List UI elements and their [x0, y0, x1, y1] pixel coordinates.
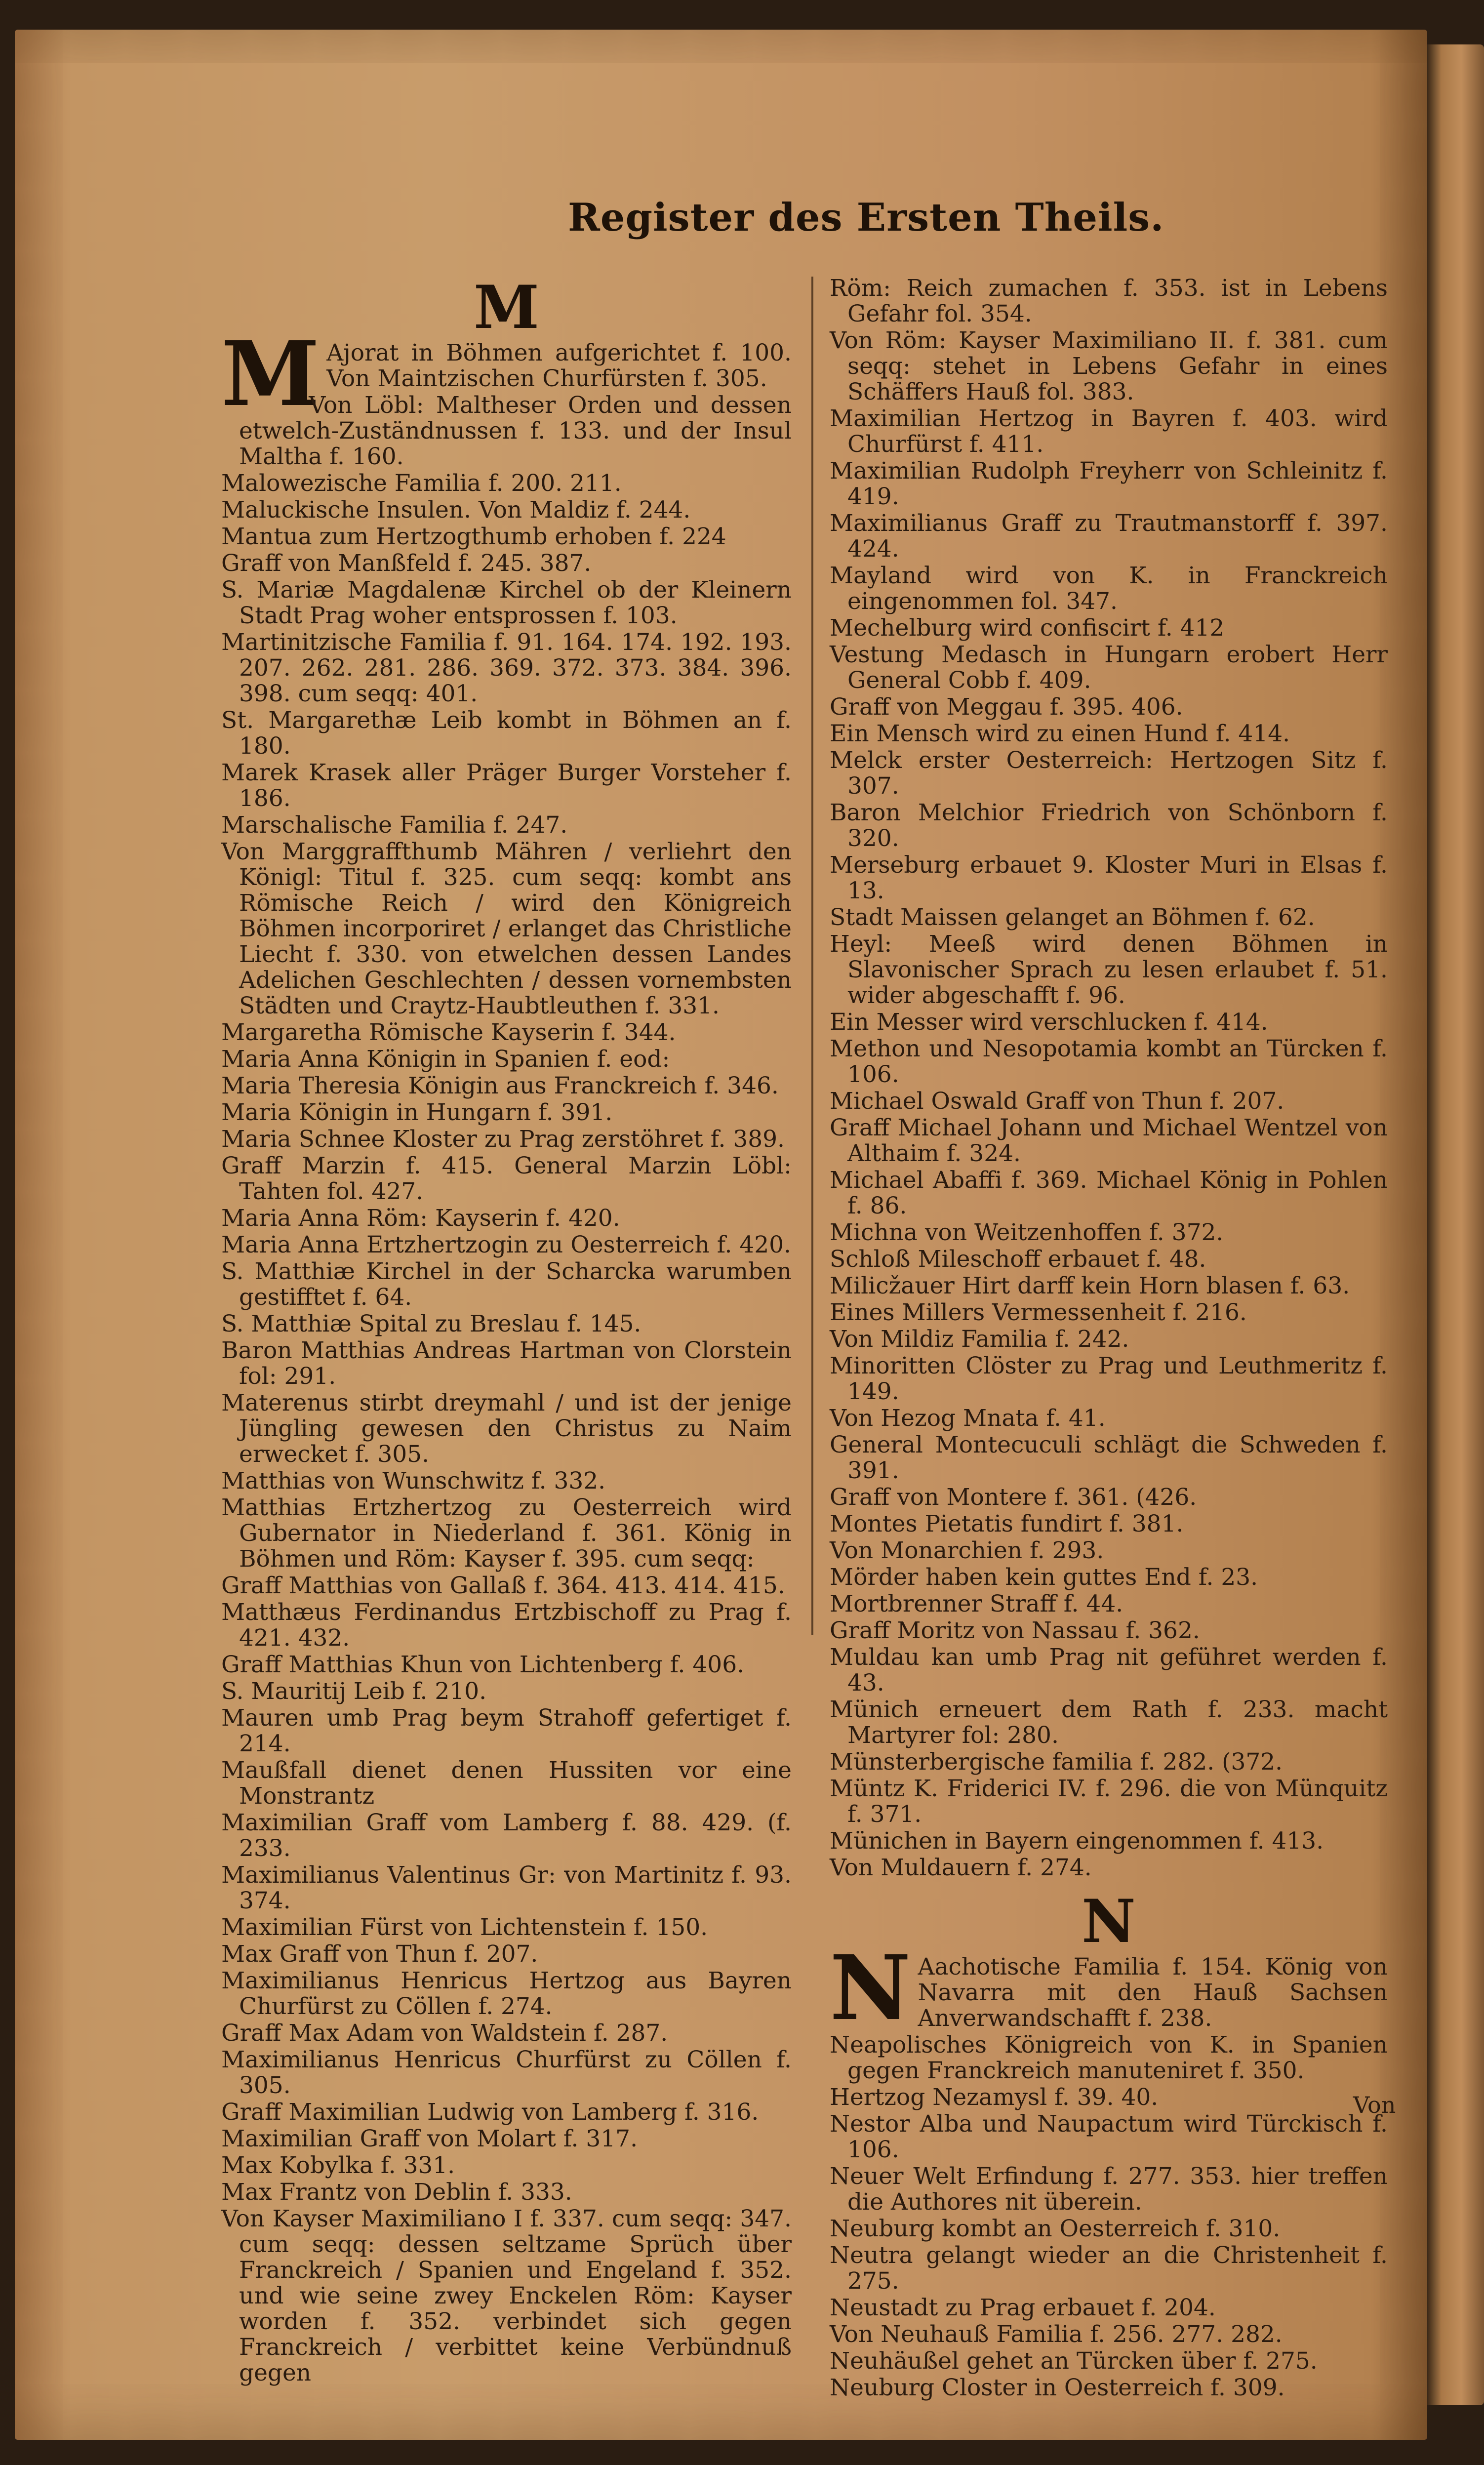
index-entry [221, 1705, 792, 1757]
index-entry [221, 524, 792, 550]
index-entry [830, 2032, 1388, 2084]
index-entry [221, 812, 792, 838]
index-entry [830, 1220, 1388, 1246]
index-entry [221, 1652, 792, 1678]
index-entry [830, 1353, 1388, 1405]
index-entry [830, 2348, 1388, 2374]
entry-text: Von Röm: Kayser Maximiliano II. f. 381. cum seqq: stehet in Lebens Gefahr in eines Schäffers Hauß fol. 383. [830, 327, 1388, 405]
index-entry [830, 694, 1388, 720]
entry-text: Materenus stirbt dreymahl / und ist der jenige Jüngling gewesen den Christus zu Naim erwecket f. 305. [221, 1389, 792, 1468]
index-entry [221, 2047, 792, 2099]
entry-text: Maußfall dienet denen Hussiten vor eine Monstrantz [221, 1757, 792, 1810]
index-entry [830, 1936, 1388, 2040]
index-entry [221, 1153, 792, 1205]
entry-text: Neapolisches Königreich von K. in Spanien gegen Franckreich manuteniret f. 350. [830, 2031, 1388, 2084]
index-entry [221, 1259, 792, 1310]
entry-text: Mayland wird von K. in Franckreich eingenommen fol. 347. [830, 562, 1388, 615]
drop-cap: M [221, 322, 320, 426]
index-entry [830, 1327, 1388, 1352]
entry-text: Neuburg kombt an Oesterreich f. 310. [830, 2215, 1281, 2242]
index-entry [221, 1758, 792, 1809]
entry-text: Von Neuhauß Familia f. 256. 277. 282. [830, 2321, 1283, 2348]
entry-text: Neuburg Closter in Oesterreich f. 309. [830, 2374, 1285, 2401]
right-entries [830, 276, 1388, 1881]
index-entry [830, 276, 1388, 327]
index-entry [830, 1300, 1388, 1326]
index-entry [221, 1311, 792, 1337]
index-entry [830, 1618, 1388, 1644]
entry-text: Ein Messer wird verschlucken f. 414. [830, 1009, 1268, 1036]
index-entry [830, 1591, 1388, 1617]
index-entry [221, 1338, 792, 1389]
entry-text: Münichen in Bayern eingenommen f. 413. [830, 1827, 1324, 1855]
entry-text: Maria Königin in Hungarn f. 391. [221, 1099, 613, 1126]
entry-text: Maria Schnee Kloster zu Prag zerstöhret f. 389. [221, 1126, 785, 1153]
index-entry [221, 839, 792, 1019]
index-entry [830, 721, 1388, 747]
entry-text: Matthias Ertzhertzog zu Oesterreich wird Gubernator in Niederland f. 361. König in Böhmen und Röm: Kayser f. 395. cum seqq: [221, 1494, 792, 1573]
index-entry [830, 1406, 1388, 1431]
index-entry [221, 497, 792, 523]
index-entry [221, 1206, 792, 1231]
drop-cap: N [830, 1936, 911, 2040]
index-entry [221, 2126, 792, 2152]
right-column [830, 276, 1388, 2402]
index-entry [221, 1495, 792, 1572]
index-entry [221, 1127, 792, 1152]
entry-text: Malowezische Familia f. 200. 211. [221, 470, 622, 497]
index-entry [221, 2100, 792, 2125]
entry-text: Maximilianus Henricus Churfürst zu Cöllen f. 305. [221, 2046, 792, 2099]
index-entry [830, 2085, 1388, 2110]
entry-text: Baron Melchior Friedrich von Schönborn f. 320. [830, 799, 1388, 852]
entry-text: Martinitzische Familia f. 91. 164. 174. 192. 193. 207. 262. 281. 286. 369. 372. 373. 384. 396. 398. cum seqq: 401. [221, 629, 792, 707]
index-entry [830, 800, 1388, 851]
index-entry [221, 1232, 792, 1258]
index-entry [830, 2243, 1388, 2294]
index-entry [830, 1828, 1388, 1854]
entry-text: Münich erneuert dem Rath f. 233. macht Martyrer fol: 280. [830, 1696, 1388, 1749]
right-n-entries [830, 1936, 1388, 2401]
entry-text: Graff Matthias Khun von Lichtenberg f. 406. [221, 1651, 745, 1678]
index-entry [830, 1010, 1388, 1035]
index-entry [221, 471, 792, 496]
entry-text: Melck erster Oesterreich: Hertzogen Sitz f. 307. [830, 747, 1388, 800]
entry-text: Ajorat in Böhmen aufgerichtet f. 100. Von Maintzischen Churfürsten f. 305. [326, 339, 792, 392]
entry-text: Mechelburg wird confiscirt f. 412 [830, 614, 1225, 642]
index-entry [830, 615, 1388, 641]
entry-text: Neutra gelangt wieder an die Christenheit f. 275. [830, 2242, 1388, 2295]
entry-text: Max Graff von Thun f. 207. [221, 1940, 538, 1968]
entry-text: Müntz K. Friderici IV. f. 296. die von Münquitz f. 371. [830, 1775, 1388, 1828]
entry-text: Margaretha Römische Kayserin f. 344. [221, 1019, 676, 1046]
index-entry [830, 2295, 1388, 2321]
index-entry [830, 1432, 1388, 1484]
entry-text: Graff von Montere f. 361. (426. [830, 1484, 1197, 1511]
entry-text: Max Kobylka f. 331. [221, 2152, 455, 2179]
entry-text: Graff Max Adam von Waldstein f. 287. [221, 2020, 668, 2047]
index-entry [830, 642, 1388, 693]
entry-text: Mauren umb Prag beym Strahoff gefertiget f. 214. [221, 1704, 792, 1757]
entry-text: Stadt Maissen gelanget an Böhmen f. 62. [830, 904, 1315, 931]
index-entry [221, 2153, 792, 2179]
entry-text: Graff von Manßfeld f. 245. 387. [221, 550, 592, 577]
catchword: Von [1353, 2092, 1396, 2118]
entry-text: Matthias von Wunschwitz f. 332. [221, 1467, 606, 1495]
entry-text: Vestung Medasch in Hungarn erobert Herr General Cobb f. 409. [830, 641, 1388, 694]
index-entry [830, 1036, 1388, 1088]
entry-text: Aachotische Familia f. 154. König von Navarra mit den Hauß Sachsen Anverwandschafft f. 238. [918, 1953, 1388, 2032]
entry-text: Von Muldauern f. 274. [830, 1854, 1092, 1881]
entry-text: Graff Marzin f. 415. General Marzin Löbl: Tahten fol. 427. [221, 1152, 792, 1205]
index-entry [830, 2111, 1388, 2163]
left-entries [221, 322, 792, 2386]
index-entry [830, 931, 1388, 1009]
index-entry [830, 2375, 1388, 2401]
index-entry [830, 1776, 1388, 1827]
index-entry [830, 511, 1388, 562]
index-entry [221, 1047, 792, 1072]
entry-text: Muldau kan umb Prag nit geführet werden f. 43. [830, 1644, 1388, 1697]
page-title: Register des Ersten Theils. [568, 195, 1164, 240]
entry-text: Heyl: Meeß wird denen Böhmen in Slavonischer Sprach zu lesen erlaubet f. 51. wider abgeschafft f. 96. [830, 930, 1388, 1009]
entry-text: Neustadt zu Prag erbauet f. 204. [830, 2294, 1216, 2321]
index-entry [830, 1485, 1388, 1510]
index-entry [830, 2322, 1388, 2347]
entry-text: Von Hezog Mnata f. 41. [830, 1405, 1106, 1432]
index-entry [221, 1020, 792, 1046]
entry-text: Marschalische Familia f. 247. [221, 811, 568, 839]
index-entry [830, 406, 1388, 457]
entry-text: Von Monarchien f. 293. [830, 1537, 1104, 1564]
index-entry [830, 2216, 1388, 2242]
entry-text: Von Löbl: Maltheser Orden und dessen etwelch-Zuständnussen f. 133. und der Insul Maltha f. 160. [239, 392, 792, 470]
index-entry [221, 1862, 792, 1914]
entry-text: Baron Matthias Andreas Hartman von Clorstein fol: 291. [221, 1337, 792, 1390]
entry-text: Eines Millers Vermessenheit f. 216. [830, 1299, 1247, 1326]
index-entry [221, 322, 792, 426]
entry-text: Matthæus Ferdinandus Ertzbischoff zu Prag f. 421. 432. [221, 1599, 792, 1652]
index-entry [221, 1600, 792, 1651]
entry-text: Nestor Alba und Naupactum wird Türckisch f. 106. [830, 2110, 1388, 2163]
index-entry [221, 1915, 792, 1940]
section-letter-m: M [474, 273, 539, 342]
entry-text: Münsterbergische familia f. 282. (372. [830, 1748, 1283, 1776]
next-page-edge [1427, 44, 1484, 2405]
entry-text: Michna von Weitzenhoffen f. 372. [830, 1219, 1224, 1246]
entry-text: S. Mariæ Magdalenæ Kirchel ob der Kleinern Stadt Prag woher entsprossen f. 103. [221, 576, 792, 629]
entry-text: Hertzog Nezamysl f. 39. 40. [830, 2084, 1159, 2111]
entry-text: Neuhäußel gehet an Türcken über f. 275. [830, 2347, 1318, 2375]
section-letter-n: N [1082, 1887, 1136, 1956]
entry-text: Maria Theresia Königin aus Franckreich f. 346. [221, 1072, 779, 1099]
index-entry [830, 1511, 1388, 1537]
entry-text: Neuer Welt Erfindung f. 277. 353. hier treffen die Authores nit überein. [830, 2163, 1388, 2216]
index-entry [221, 1810, 792, 1861]
entry-text: Maximilian Graff vom Lamberg f. 88. 429. (f. 233. [221, 1809, 792, 1862]
index-entry [221, 2206, 792, 2386]
index-entry [221, 551, 792, 576]
index-entry [830, 1089, 1388, 1114]
index-entry [221, 2180, 792, 2205]
index-entry [830, 1565, 1388, 1590]
entry-text: Maximilian Fürst von Lichtenstein f. 150. [221, 1914, 708, 1941]
entry-text: Graff Moritz von Nassau f. 362. [830, 1617, 1200, 1644]
entry-text: Von Kayser Maximiliano I f. 337. cum seqq: 347. cum seqq: dessen seltzame Sprüch über Franckreich / Spanien und Engeland f. 352. und wie seine zwey Enckelen Röm: Kayser worden f. 352. verbindet sich gegen Franckreich / verbittet keine Verbündnuß gegen [221, 2205, 792, 2386]
entry-text: Maria Anna Königin in Spanien f. eod: [221, 1046, 670, 1073]
entry-text: Von Mildiz Familia f. 242. [830, 1326, 1129, 1353]
index-entry [830, 328, 1388, 405]
index-entry [221, 630, 792, 707]
index-entry [830, 458, 1388, 510]
entry-text: Maximilian Rudolph Freyherr von Schleinitz f. 419. [830, 457, 1388, 510]
entry-text: Von Marggraffthumb Mähren / verliehrt den Königl: Titul f. 325. cum seqq: kombt ans Römische Reich / wird den Königreich Böhmen incorporiret / erlanget das Christliche Liecht f. 330. von etwelchen dessen Landes Adelichen Geschlechten / dessen vornembsten Städten und Craytz-Haubtleuthen f. 331. [221, 838, 792, 1019]
entry-text: Mantua zum Hertzogthumb erhoben f. 224 [221, 523, 726, 550]
column-rule [811, 277, 813, 1635]
index-entry [830, 748, 1388, 799]
index-entry [221, 1968, 792, 2020]
entry-text: Maria Anna Ertzhertzogin zu Oesterreich f. 420. [221, 1231, 792, 1258]
index-entry [830, 2164, 1388, 2215]
entry-text: Schloß Mileschoff erbauet f. 48. [830, 1246, 1206, 1273]
entry-text: Maximilianus Graff zu Trautmanstorff f. 397. 424. [830, 510, 1388, 563]
index-entry [830, 1538, 1388, 1564]
index-entry [830, 1247, 1388, 1272]
entry-text: Michael Oswald Graff von Thun f. 207. [830, 1088, 1284, 1115]
index-entry [830, 1645, 1388, 1696]
index-entry [221, 1573, 792, 1599]
entry-text: Milicžauer Hirt darff kein Horn blasen f. 63. [830, 1272, 1350, 1299]
entry-text: Graff Maximilian Ludwig von Lamberg f. 316. [221, 2099, 759, 2126]
entry-text: Merseburg erbauet 9. Kloster Muri in Elsas f. 13. [830, 851, 1388, 904]
entry-text: Maximilianus Valentinus Gr: von Martinitz f. 93. 374. [221, 1861, 792, 1914]
index-entry [830, 852, 1388, 904]
index-entry [830, 905, 1388, 930]
entry-text: Röm: Reich zumachen f. 353. ist in Lebens Gefahr fol. 354. [830, 275, 1388, 327]
entry-text: Mörder haben kein guttes End f. 23. [830, 1564, 1258, 1591]
index-entry [221, 577, 792, 629]
entry-text: Maximilian Graff von Molart f. 317. [221, 2125, 638, 2152]
index-entry [830, 1273, 1388, 1299]
index-entry [221, 1468, 792, 1494]
index-entry [830, 1697, 1388, 1748]
left-column [221, 273, 792, 2387]
entry-text: Methon und Nesopotamia kombt an Türcken f. 106. [830, 1035, 1388, 1088]
entry-text: S. Matthiæ Kirchel in der Scharcka warumben gestifftet f. 64. [221, 1258, 792, 1311]
index-entry [221, 1679, 792, 1704]
index-entry [221, 760, 792, 811]
entry-text: Graff von Meggau f. 395. 406. [830, 693, 1183, 721]
entry-text: Michael Abaffi f. 369. Michael König in Pohlen f. 86. [830, 1167, 1388, 1219]
index-entry [221, 1941, 792, 1967]
entry-text: Max Frantz von Deblin f. 333. [221, 2179, 572, 2206]
entry-text: Minoritten Clöster zu Prag und Leuthmeritz f. 149. [830, 1352, 1388, 1405]
entry-text: S. Matthiæ Spital zu Breslau f. 145. [221, 1310, 642, 1337]
entry-text: Graff Matthias von Gallaß f. 364. 413. 414. 415. [221, 1572, 785, 1599]
entry-text: Maluckische Insulen. Von Maldiz f. 244. [221, 496, 691, 524]
entry-text: Marek Krasek aller Präger Burger Vorsteher f. 186. [221, 759, 792, 812]
entry-text: Graff Michael Johann und Michael Wentzel von Althaim f. 324. [830, 1114, 1388, 1167]
entry-text: General Montecuculi schlägt die Schweden f. 391. [830, 1431, 1388, 1484]
entry-text: Ein Mensch wird zu einen Hund f. 414. [830, 720, 1290, 747]
entry-text: St. Margarethæ Leib kombt in Böhmen an f. 180. [221, 707, 792, 760]
entry-text: S. Mauritij Leib f. 210. [221, 1678, 487, 1705]
index-entry [830, 1749, 1388, 1775]
entry-text: Maximilianus Henricus Hertzog aus Bayren Churfürst zu Cöllen f. 274. [221, 1967, 792, 2020]
index-entry [221, 1100, 792, 1126]
index-entry [221, 1390, 792, 1467]
index-entry [830, 1855, 1388, 1881]
index-entry [830, 563, 1388, 614]
entry-text: Montes Pietatis fundirt f. 381. [830, 1510, 1184, 1537]
index-entry [830, 1168, 1388, 1219]
index-entry [221, 708, 792, 759]
index-entry [221, 1073, 792, 1099]
index-entry [221, 2020, 792, 2046]
entry-text: Maximilian Hertzog in Bayren f. 403. wird Churfürst f. 411. [830, 405, 1388, 458]
entry-text: Mortbrenner Straff f. 44. [830, 1590, 1123, 1617]
entry-text: Maria Anna Röm: Kayserin f. 420. [221, 1205, 620, 1232]
index-entry [830, 1115, 1388, 1167]
